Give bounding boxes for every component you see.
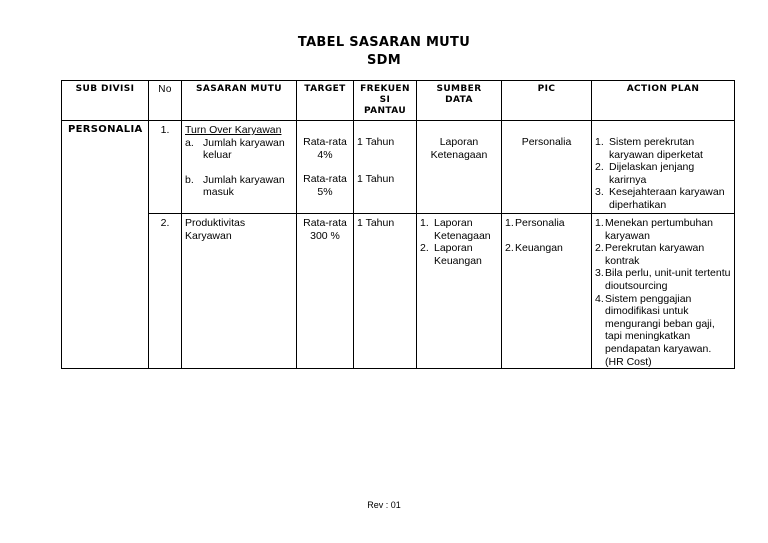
item-text: Jumlah karyawan masuk xyxy=(203,173,285,199)
target-value: Rata-rata xyxy=(303,173,347,186)
header-sumber-line1: SUMBER xyxy=(436,84,482,94)
item-marker: 2. xyxy=(595,161,604,174)
row-number: 2. xyxy=(149,214,182,369)
item-text: Jumlah karyawan keluar xyxy=(203,136,285,162)
header-frekuensi xyxy=(354,81,417,121)
list-item xyxy=(505,242,588,255)
header-frekuensi-line2: SI xyxy=(379,95,391,105)
item-text: Perekrutan karyawan kontrak xyxy=(605,242,705,267)
target-value: Rata-rata xyxy=(303,217,347,229)
header-frekuensi-line3: PANTAU xyxy=(363,106,407,116)
header-target: TARGET xyxy=(297,81,354,121)
pic-cell xyxy=(502,121,592,214)
header-frekuensi-line1: FREKUEN xyxy=(360,84,410,94)
header-row xyxy=(62,81,735,121)
item-text: Laporan Ketenagaan xyxy=(434,217,491,242)
item-marker: 3. xyxy=(595,186,604,199)
list-item xyxy=(420,217,498,242)
sasaran-cell xyxy=(182,121,297,214)
frekuensi-value: 1 Tahun xyxy=(357,172,395,185)
frekuensi-value: 1 Tahun xyxy=(357,136,395,148)
frekuensi-cell xyxy=(354,121,417,214)
frekuensi-value: 1 Tahun xyxy=(357,217,395,229)
item-text: Kesejahteraan karyawan diperhatikan xyxy=(609,186,725,211)
sasaran-text: Karyawan xyxy=(185,229,232,242)
sumber-value: Laporan xyxy=(439,136,479,148)
item-text: Sistem perekrutan karyawan diperketat xyxy=(609,136,703,161)
table-row xyxy=(62,214,735,369)
list-item xyxy=(595,161,731,186)
pic-cell xyxy=(502,214,592,369)
target-cell xyxy=(297,121,354,214)
item-marker: 1. xyxy=(595,217,604,229)
item-text: Bila perlu, unit-unit tertentu dioutsourcing xyxy=(605,267,731,292)
item-marker: a. xyxy=(185,136,194,149)
sumber-cell xyxy=(417,121,502,214)
list-item xyxy=(595,293,731,369)
header-sasaran-mutu: SASARAN MUTU xyxy=(182,81,297,121)
item-text: Dijelaskan jenjang karirnya xyxy=(609,161,695,186)
header-no: No xyxy=(149,81,182,121)
header-sumber-data xyxy=(417,81,502,121)
target-cell xyxy=(297,214,354,369)
list-item xyxy=(595,186,731,211)
item-marker: 2. xyxy=(420,242,429,255)
page-title: TABEL SASARAN MUTU xyxy=(297,35,471,50)
sumber-cell xyxy=(417,214,502,369)
list-item xyxy=(595,136,731,161)
row-number: 1. xyxy=(149,121,182,214)
header-sumber-line2: DATA xyxy=(445,95,473,105)
item-text: Laporan Keuangan xyxy=(434,242,482,267)
header-action-plan: ACTION PLAN xyxy=(592,81,735,121)
target-value: 300 % xyxy=(310,229,340,242)
item-marker: 4. xyxy=(595,292,604,305)
sub-divisi-cell: PERSONALIA xyxy=(62,121,149,369)
item-marker: 2. xyxy=(505,241,514,254)
list-item xyxy=(420,242,498,267)
revision-footer: Rev : 01 xyxy=(367,500,401,510)
item-marker: 1. xyxy=(505,217,514,229)
pic-value: Personalia xyxy=(521,136,572,148)
item-text: Menekan pertumbuhan karyawan xyxy=(605,217,713,242)
list-item xyxy=(505,217,588,230)
item-marker: 1. xyxy=(420,217,429,229)
sasaran-text: Produktivitas xyxy=(185,217,246,229)
item-text: Personalia xyxy=(515,217,565,229)
header-sub-divisi: SUB DIVISI xyxy=(62,81,149,121)
action-plan-cell xyxy=(592,214,735,369)
sasaran-cell xyxy=(182,214,297,369)
list-item xyxy=(595,242,731,267)
list-item xyxy=(185,137,293,162)
list-item xyxy=(595,267,731,292)
frekuensi-cell xyxy=(354,214,417,369)
item-text: Sistem penggajian dimodifikasi untuk mengurangi beban gaji, tapi meningkatkan pendapatan karyawan. (HR Cost) xyxy=(605,292,715,368)
target-value: 4% xyxy=(317,148,333,161)
target-value: Rata-rata xyxy=(303,136,347,148)
action-plan-cell xyxy=(592,121,735,214)
item-marker: 1. xyxy=(595,136,604,148)
list-item xyxy=(595,217,731,242)
list-item xyxy=(185,174,293,199)
header-pic: PIC xyxy=(502,81,592,121)
item-marker: 2. xyxy=(595,242,604,255)
sumber-value: Ketenagaan xyxy=(430,148,488,161)
page-subtitle: SDM xyxy=(367,53,401,68)
sasaran-mutu-table xyxy=(61,80,735,369)
item-marker: 3. xyxy=(595,267,604,280)
target-value: 5% xyxy=(317,185,333,198)
table-row xyxy=(62,121,735,214)
item-text: Keuangan xyxy=(515,241,563,254)
item-marker: b. xyxy=(185,173,194,186)
sasaran-title: Turn Over Karyawan xyxy=(185,124,282,136)
